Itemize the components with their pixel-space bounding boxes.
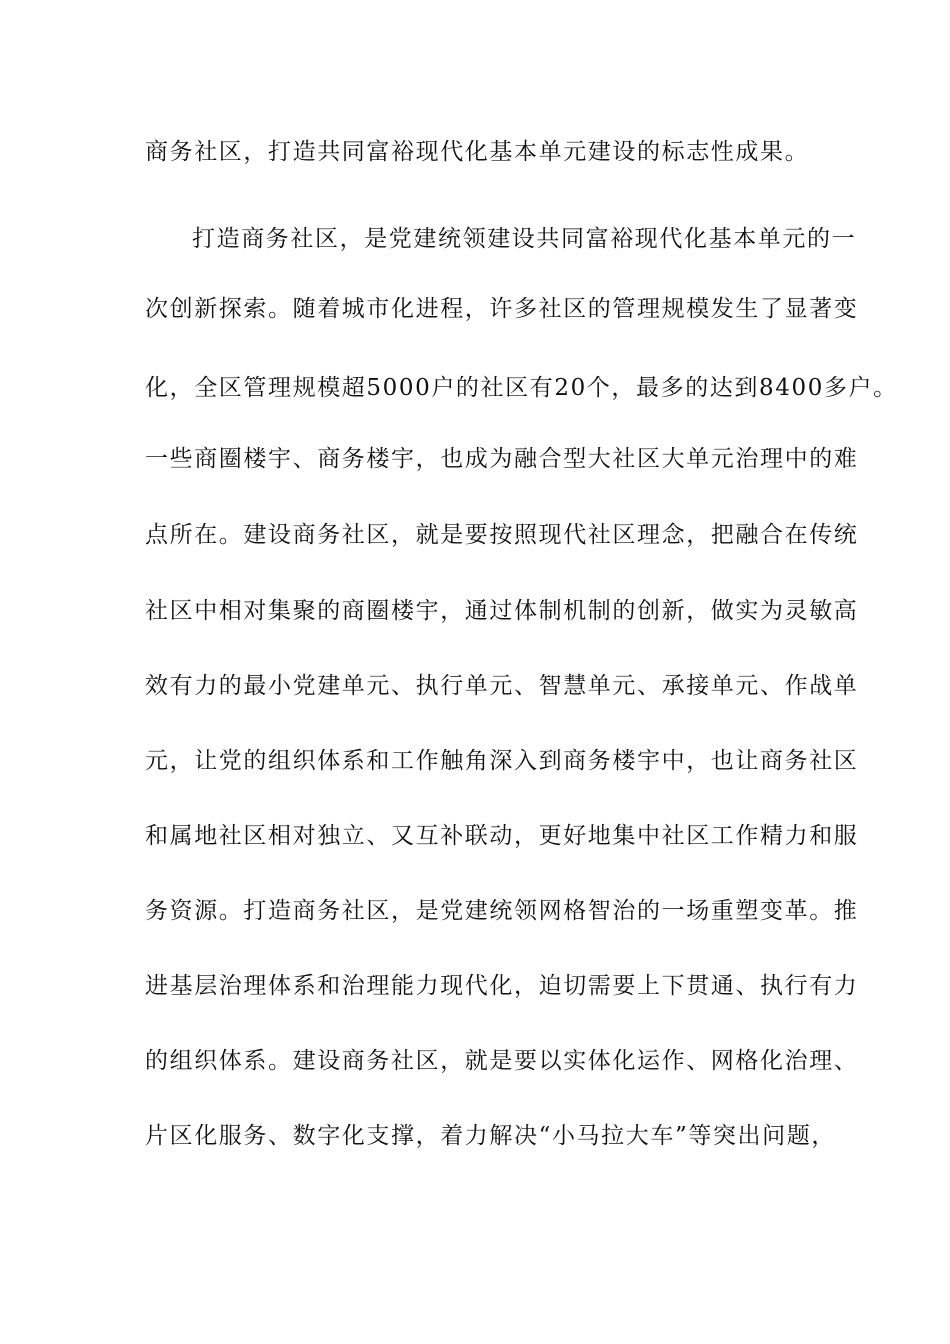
text-line: 化，全区管理规模超5000户的社区有20个，最多的达到8400多户。	[145, 375, 898, 401]
text-line: 和属地社区相对独立、又互补联动，更好地集中社区工作精力和服	[145, 823, 859, 849]
paragraph-first-line: 打造商务社区，是党建统领建设共同富裕现代化基本单元的一	[192, 226, 857, 252]
text-line: 社区中相对集聚的商圈楼宇，通过体制机制的创新，做实为灵敏高	[145, 598, 859, 624]
text-line: 商务社区，打造共同富裕现代化基本单元建设的标志性成果。	[145, 139, 810, 165]
text-line: 一些商圈楼宇、商务楼宇，也成为融合型大社区大单元治理中的难	[145, 446, 859, 472]
text-line: 务资源。打造商务社区，是党建统领网格智治的一场重塑变革。推	[145, 898, 859, 924]
text-line: 效有力的最小党建单元、执行单元、智慧单元、承接单元、作战单	[145, 673, 859, 699]
text-line: 的组织体系。建设商务社区，就是要以实体化运作、网格化治理、	[145, 1048, 859, 1074]
text-line: 进基层治理体系和治理能力现代化，迫切需要上下贯通、执行有力	[145, 973, 859, 999]
text-line: 次创新探索。随着城市化进程，许多社区的管理规模发生了显著变	[145, 296, 859, 322]
text-line: 点所在。建设商务社区，就是要按照现代社区理念，把融合在传统	[145, 522, 859, 548]
text-line: 片区化服务、数字化支撑，着力解决“小马拉大车”等突出问题，	[145, 1123, 836, 1149]
text-line: 元，让党的组织体系和工作触角深入到商务楼宇中，也让商务社区	[145, 748, 859, 774]
